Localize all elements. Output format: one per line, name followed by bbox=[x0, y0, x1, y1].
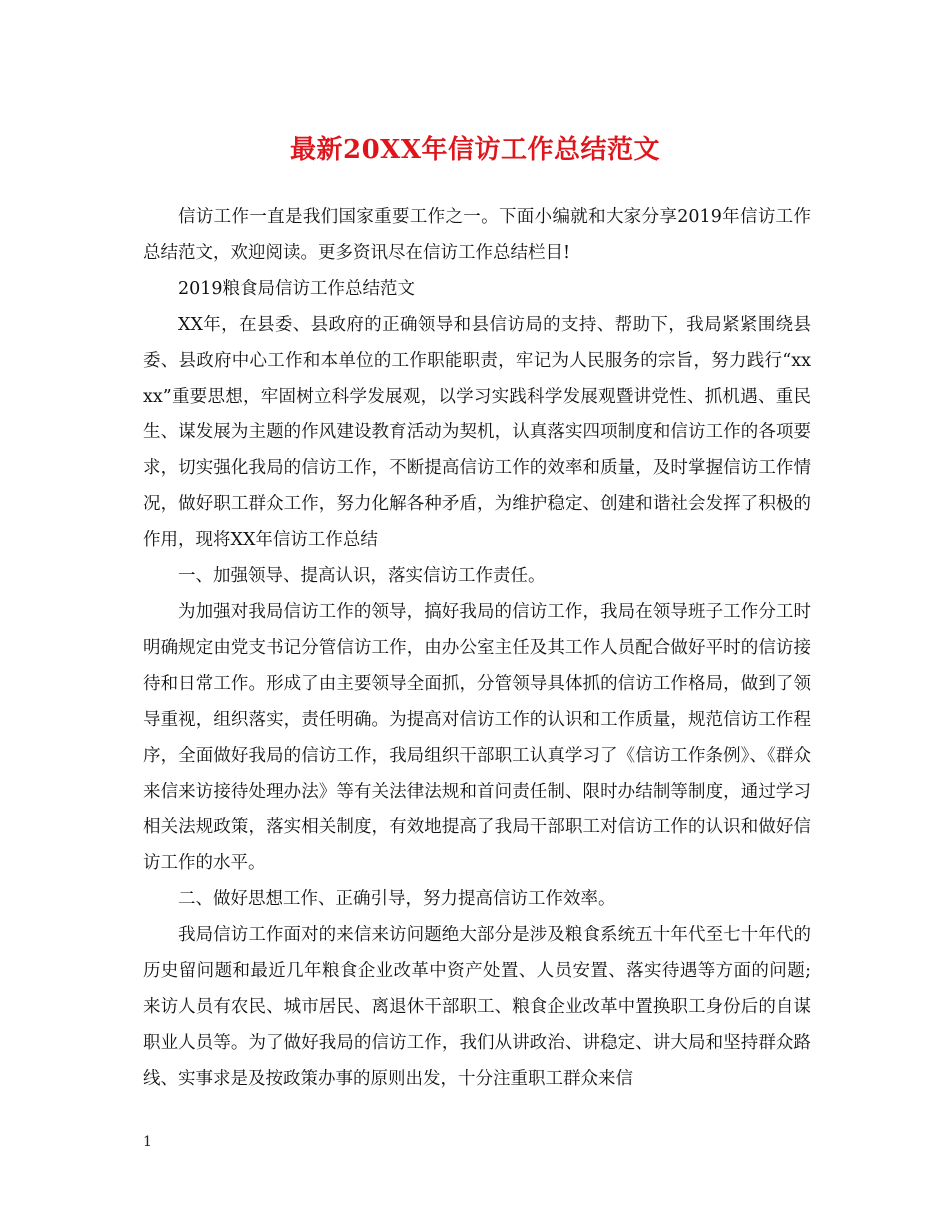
body-paragraph: XX年，在县委、县政府的正确领导和县信访局的支持、帮助下，我局紧紧围绕县委、县政府中心工作和本单位的工作职能职责，牢记为人民服务的宗旨，努力践行“xxxx”重要思想，牢固树立科学发展观，以学习实践科学发展观暨讲党性、抓机遇、重民生、谋发展为主题的作风建设教育活动为契机，认真落实四项制度和信访工作的各项要求，切实强化我局的信访工作，不断提高信访工作的效率和质量，及时掌握信访工作情况，做好职工群众工作，努力化解各种矛盾，为维护稳定、创建和谐社会发挥了积极的作用，现将XX年信访工作总结 bbox=[143, 314, 811, 551]
section-heading: 2019粮食局信访工作总结范文 bbox=[178, 278, 416, 299]
intro-paragraph: 信访工作一直是我们国家重要工作之一。下面小编就和大家分享2019年信访工作总结范文，欢迎阅读。更多资讯尽在信访工作总结栏目! bbox=[143, 207, 811, 263]
document-body bbox=[143, 200, 811, 1098]
body-paragraph: 我局信访工作面对的来信来访问题绝大部分是涉及粮食系统五十年代至七十年代的历史留问题和最近几年粮食企业改革中资产处置、人员安置、落实待遇等方面的问题;来访人员有农民、城市居民、离退休干部职工、粮食企业改革中置换职工身份后的自谋职业人员等。为了做好我局的信访工作，我们从讲政治、讲稳定、讲大局和坚持群众路线、实事求是及按政策办事的原则出发，十分注重职工群众来信 bbox=[143, 925, 811, 1089]
section-heading: 二、做好思想工作、正确引导，努力提高信访工作效率。 bbox=[178, 889, 616, 910]
section-heading: 一、加强领导、提高认识，落实信访工作责任。 bbox=[178, 566, 546, 587]
document-title: 最新20XX年信访工作总结范文 bbox=[289, 135, 661, 165]
page-number: 1 bbox=[143, 1134, 152, 1150]
body-paragraph: 为加强对我局信访工作的领导，搞好我局的信访工作，我局在领导班子工作分工时明确规定由党支书记分管信访工作，由办公室主任及其工作人员配合做好平时的信访接待和日常工作。形成了由主要领导全面抓，分管领导具体抓的信访工作格局，做到了领导重视，组织落实，责任明确。为提高对信访工作的认识和工作质量，规范信访工作程序，全面做好我局的信访工作，我局组织干部职工认真学习了《信访工作条例》、《群众来信来访接待处理办法》等有关法律法规和首问责任制、限时办结制等制度，通过学习相关法规政策，落实相关制度，有效地提高了我局干部职工对信访工作的认识和做好信访工作的水平。 bbox=[143, 601, 811, 874]
